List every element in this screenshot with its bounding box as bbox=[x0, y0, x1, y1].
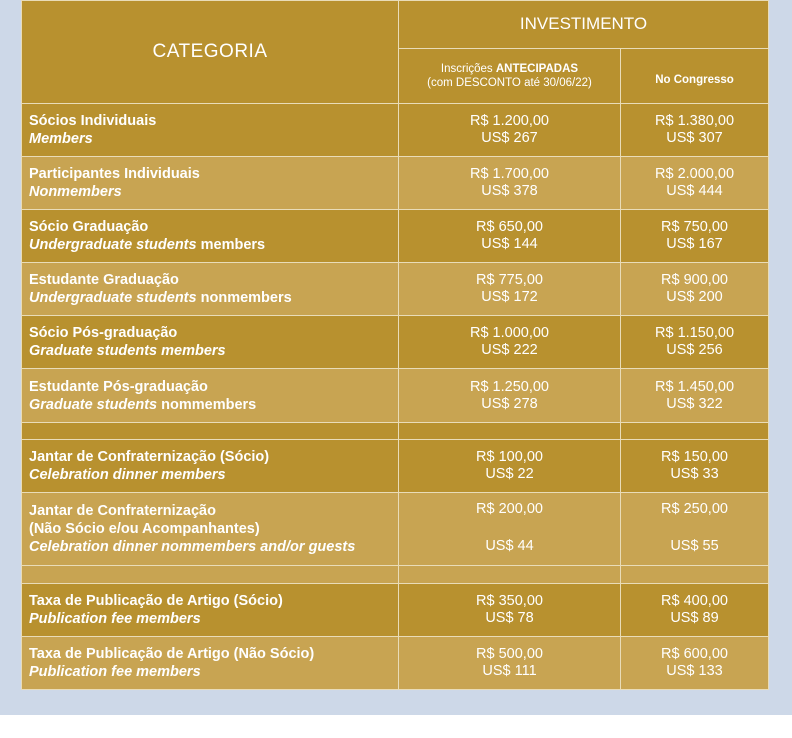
early-price-cell bbox=[399, 369, 621, 422]
price-brl: R$ 1.250,00 bbox=[469, 378, 549, 395]
price-brl: R$ 2.000,00 bbox=[655, 166, 735, 183]
header-row bbox=[22, 1, 769, 49]
early-price-cell bbox=[399, 104, 621, 157]
onsite-price-cell bbox=[621, 492, 769, 565]
investment-header: INVESTIMENTO bbox=[399, 1, 769, 49]
category-en: Nonmembers bbox=[29, 184, 122, 201]
category-header: CATEGORIA bbox=[22, 1, 399, 104]
category-en: Publication fee members bbox=[29, 610, 201, 627]
category-en-tail: nonmembers bbox=[196, 290, 292, 307]
price-usd: US$ 167 bbox=[666, 236, 723, 253]
price-brl: R$ 1.150,00 bbox=[655, 325, 735, 342]
category-pt: Sócio Pós-graduação bbox=[29, 325, 178, 342]
price-usd: US$ 222 bbox=[481, 342, 538, 359]
price-brl: R$ 250,00 bbox=[661, 500, 728, 517]
category-en: Publication fee members bbox=[29, 663, 201, 680]
category-en: Graduate students bbox=[29, 396, 158, 413]
category-pt: Jantar de Confraternização bbox=[29, 503, 216, 520]
price-brl: R$ 350,00 bbox=[476, 592, 543, 609]
onsite-price-cell bbox=[621, 210, 769, 263]
price-usd: US$ 144 bbox=[481, 236, 538, 253]
onsite-price-cell bbox=[621, 104, 769, 157]
onsite-price-cell bbox=[621, 316, 769, 369]
early-prefix: Inscrições bbox=[440, 63, 496, 76]
category-cell bbox=[22, 104, 399, 157]
price-brl: R$ 600,00 bbox=[661, 645, 728, 662]
table-row bbox=[22, 583, 769, 636]
price-brl: R$ 1.700,00 bbox=[469, 166, 549, 183]
price-usd: US$ 55 bbox=[670, 537, 719, 554]
early-price-cell bbox=[399, 439, 621, 492]
category-pt: Estudante Pós-graduação bbox=[29, 378, 208, 395]
category-pt: Taxa de Publicação de Artigo (Não Sócio) bbox=[29, 645, 315, 662]
spacer-row bbox=[22, 566, 769, 583]
price-usd: US$ 444 bbox=[666, 183, 723, 200]
table-row bbox=[22, 636, 769, 689]
category-pt: Estudante Graduação bbox=[29, 272, 179, 289]
category-en: Graduate students members bbox=[29, 343, 226, 360]
category-cell bbox=[22, 439, 399, 492]
onsite-price-cell bbox=[621, 369, 769, 422]
price-usd: US$ 111 bbox=[482, 662, 537, 679]
table-row bbox=[22, 263, 769, 316]
price-usd: US$ 44 bbox=[485, 537, 534, 554]
category-en-tail: members bbox=[196, 237, 266, 254]
category-cell bbox=[22, 157, 399, 210]
category-en: Celebration dinner nommembers and/or guests bbox=[29, 539, 356, 556]
table-row bbox=[22, 104, 769, 157]
onsite-price-cell bbox=[621, 157, 769, 210]
early-price-cell bbox=[399, 263, 621, 316]
price-usd: US$ 89 bbox=[670, 609, 719, 626]
price-brl: R$ 900,00 bbox=[661, 272, 728, 289]
price-brl: R$ 1.000,00 bbox=[469, 325, 549, 342]
price-usd: US$ 307 bbox=[666, 130, 723, 147]
category-pt: Taxa de Publicação de Artigo (Sócio) bbox=[29, 592, 283, 609]
table-row bbox=[22, 157, 769, 210]
price-usd: US$ 22 bbox=[485, 465, 534, 482]
table-row bbox=[22, 210, 769, 263]
category-pt: Jantar de Confraternização (Sócio) bbox=[29, 448, 270, 465]
early-price-cell bbox=[399, 636, 621, 689]
category-en: Undergraduate students bbox=[29, 237, 197, 254]
price-brl: R$ 1.380,00 bbox=[655, 113, 735, 130]
category-cell bbox=[22, 263, 399, 316]
price-usd: US$ 256 bbox=[666, 342, 723, 359]
table-row bbox=[22, 439, 769, 492]
category-cell bbox=[22, 316, 399, 369]
early-price-cell bbox=[399, 492, 621, 565]
price-brl: R$ 750,00 bbox=[661, 219, 728, 236]
onsite-price-cell bbox=[621, 636, 769, 689]
category-en-tail: nommembers bbox=[157, 396, 257, 413]
category-en: Celebration dinner members bbox=[29, 466, 226, 483]
early-price-cell bbox=[399, 157, 621, 210]
table-row bbox=[22, 316, 769, 369]
category-en: Undergraduate students bbox=[29, 290, 197, 307]
early-bold: ANTECIPADAS bbox=[495, 63, 579, 76]
category-cell bbox=[22, 369, 399, 422]
price-usd: US$ 172 bbox=[481, 289, 538, 306]
price-usd: US$ 267 bbox=[481, 130, 538, 147]
price-brl: R$ 650,00 bbox=[476, 219, 543, 236]
early-note: (com DESCONTO até 30/06/22) bbox=[427, 77, 592, 90]
price-brl: R$ 775,00 bbox=[476, 272, 543, 289]
price-usd: US$ 278 bbox=[481, 395, 538, 412]
category-cell bbox=[22, 636, 399, 689]
spacer-row bbox=[22, 422, 769, 439]
price-usd: US$ 200 bbox=[666, 289, 723, 306]
price-brl: R$ 200,00 bbox=[476, 500, 543, 517]
price-usd: US$ 322 bbox=[666, 395, 723, 412]
price-usd: US$ 133 bbox=[666, 662, 723, 679]
onsite-price-cell bbox=[621, 583, 769, 636]
price-brl: R$ 1.450,00 bbox=[655, 378, 735, 395]
onsite-price-cell bbox=[621, 263, 769, 316]
category-cell bbox=[22, 492, 399, 565]
price-usd: US$ 378 bbox=[481, 183, 538, 200]
category-en: Members bbox=[29, 131, 93, 148]
price-usd: US$ 33 bbox=[670, 465, 719, 482]
early-header bbox=[399, 48, 621, 103]
price-brl: R$ 150,00 bbox=[661, 448, 728, 465]
category-cell bbox=[22, 583, 399, 636]
price-brl: R$ 100,00 bbox=[476, 448, 543, 465]
onsite-price-cell bbox=[621, 439, 769, 492]
category-pt-line2: (Não Sócio e/ou Acompanhantes) bbox=[29, 521, 260, 538]
table-row bbox=[22, 369, 769, 422]
category-cell bbox=[22, 210, 399, 263]
early-price-cell bbox=[399, 210, 621, 263]
price-brl: R$ 1.200,00 bbox=[469, 113, 549, 130]
price-usd: US$ 78 bbox=[485, 609, 534, 626]
category-pt: Sócio Graduação bbox=[29, 219, 149, 236]
early-price-cell bbox=[399, 316, 621, 369]
early-price-cell bbox=[399, 583, 621, 636]
price-brl: R$ 500,00 bbox=[476, 645, 543, 662]
category-pt: Sócios Individuais bbox=[29, 113, 157, 130]
category-pt: Participantes Individuais bbox=[29, 166, 200, 183]
onsite-header: No Congresso bbox=[621, 48, 769, 103]
fee-table bbox=[21, 0, 769, 690]
price-brl: R$ 400,00 bbox=[661, 592, 728, 609]
table-row bbox=[22, 492, 769, 565]
